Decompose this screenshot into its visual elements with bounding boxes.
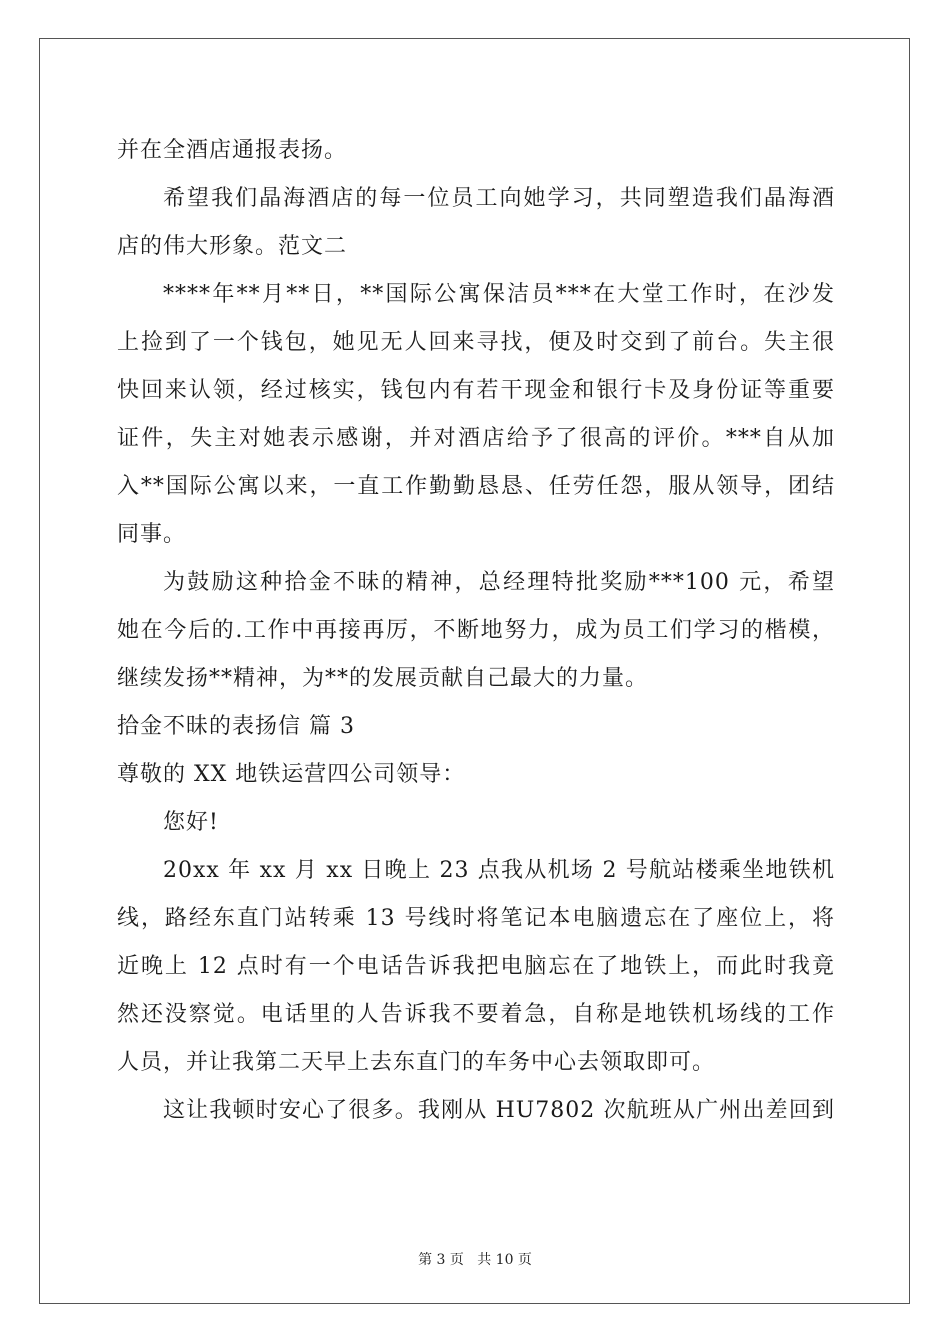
text-line: 快回来认领，经过核实，钱包内有若干现金和银行卡及身份证等重要 [117,378,835,403]
text-line: 近晚上 12 点时有一个电话告诉我把电脑忘在了地铁上，而此时我竟 [117,954,835,979]
text-line: 证件，失主对她表示感谢，并对酒店给予了很高的评价。***自从加 [117,426,835,451]
text-line: 人员，并让我第二天早上去东直门的车务中心去领取即可。 [117,1050,716,1075]
text-line: ****年**月**日，**国际公寓保洁员***在大堂工作时，在沙发 [163,282,835,307]
text-line: 店的伟大形象。范文二 [117,234,348,259]
text-line: 线，路经东直门站转乘 13 号线时将笔记本电脑遗忘在了座位上，将 [117,906,835,931]
text-line: 同事。 [117,522,187,547]
text-line: 然还没察觉。电话里的人告诉我不要着急，自称是地铁机场线的工作 [117,1002,835,1027]
text-line: 继续发扬**精神，为**的发展贡献自己最大的力量。 [117,666,649,691]
text-line: 为鼓励这种拾金不昧的精神，总经理特批奖励***100 元，希望 [163,570,835,595]
text-line: 您好! [163,810,219,835]
text-line: 希望我们晶海酒店的每一位员工向她学习，共同塑造我们晶海酒 [163,186,835,211]
page-footer: 第 3 页 共 10 页 [418,1252,532,1268]
text-line: 这让我顿时安心了很多。我刚从 HU7802 次航班从广州出差回到 [163,1098,835,1123]
text-line: 20xx 年 xx 月 xx 日晚上 23 点我从机场 2 号航站楼乘坐地铁机 [163,858,835,883]
text-line: 并在全酒店通报表扬。 [117,138,348,163]
document-body [117,127,835,1135]
text-line: 拾金不昧的表扬信 篇 3 [117,714,355,739]
text-line: 尊敬的 XX 地铁运营四公司领导： [117,762,466,787]
text-line: 她在今后的.工作中再接再厉，不断地努力，成为员工们学习的楷模， [117,618,835,643]
text-line: 入**国际公寓以来，一直工作勤勤恳恳、任劳任怨，服从领导，团结 [117,474,835,499]
text-line: 上捡到了一个钱包，她见无人回来寻找，便及时交到了前台。失主很 [117,330,835,355]
